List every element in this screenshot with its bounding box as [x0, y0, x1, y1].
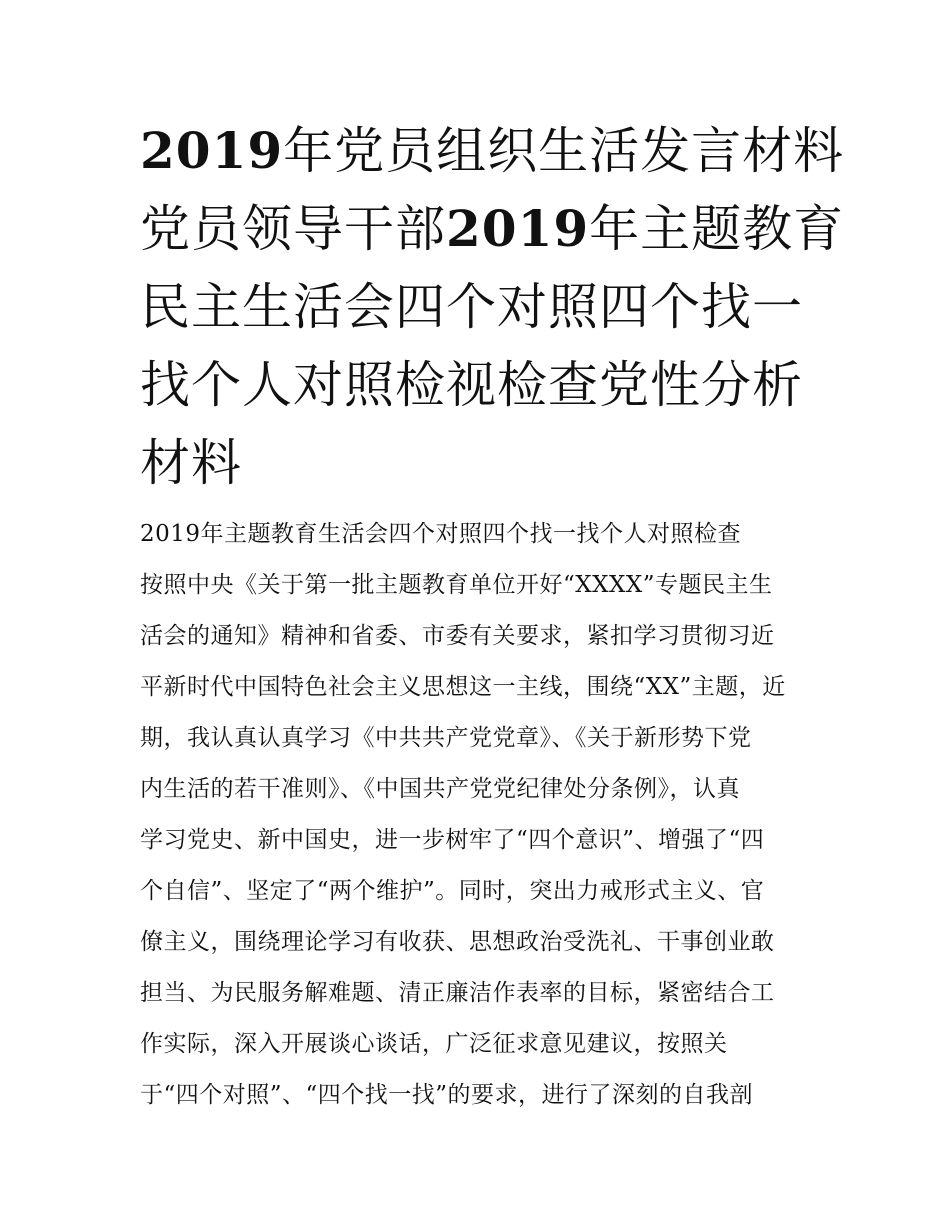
- title-line-2: [140, 190, 845, 268]
- title-line-1: [140, 112, 845, 190]
- body-line: 担当、为民服务解难题、清正廉洁作表率的目标，紧密结合工: [140, 980, 775, 1006]
- body-line: 活会的通知》精神和省委、市委有关要求，紧扣学习贯彻习近: [140, 623, 775, 649]
- body-line: 个自信”、坚定了“两个维护”。同时，突出力戒形式主义、官: [140, 878, 765, 904]
- body-line: 作实际，深入开展谈心谈话，广泛征求意见建议，按照关: [140, 1031, 728, 1057]
- title-year: 2019: [446, 199, 590, 258]
- title-line-3: 民主生活会四个对照四个找一: [140, 278, 803, 336]
- body-line: 内生活的若干准则》、《中国共产党党纪律处分条例》，认真: [140, 776, 740, 802]
- document-body: [140, 514, 830, 1126]
- title-line-5: 材料: [140, 434, 242, 492]
- title-text: 年党员组织生活发言材料: [283, 122, 845, 180]
- body-line: 按照中央《关于第一批主题教育单位开好“XXXX”专题民主生: [140, 572, 773, 598]
- body-line: 僚主义，围绕理论学习有收获、思想政治受洗礼、干事创业敢: [140, 929, 775, 955]
- body-line: 期，我认真认真学习《中共共产党党章》、《关于新形势下党: [140, 725, 752, 751]
- body-line: 2019年主题教育生活会四个对照四个找一找个人对照检查: [140, 521, 742, 547]
- title-line-4: 找个人对照检视检查党性分析: [140, 356, 803, 414]
- title-text: 年主题教育: [589, 200, 845, 258]
- body-line: 学习党史、新中国史，进一步树牢了“四个意识”、增强了“四: [140, 827, 765, 853]
- title-text: 党员领导干部: [140, 200, 446, 258]
- body-line: 平新时代中国特色社会主义思想这一主线，围绕“XX”主题，近: [140, 674, 786, 700]
- document-title: [140, 112, 845, 502]
- body-line: 于“四个对照”、“四个找一找”的要求，进行了深刻的自我剖: [140, 1082, 754, 1108]
- title-year: 2019: [140, 121, 284, 180]
